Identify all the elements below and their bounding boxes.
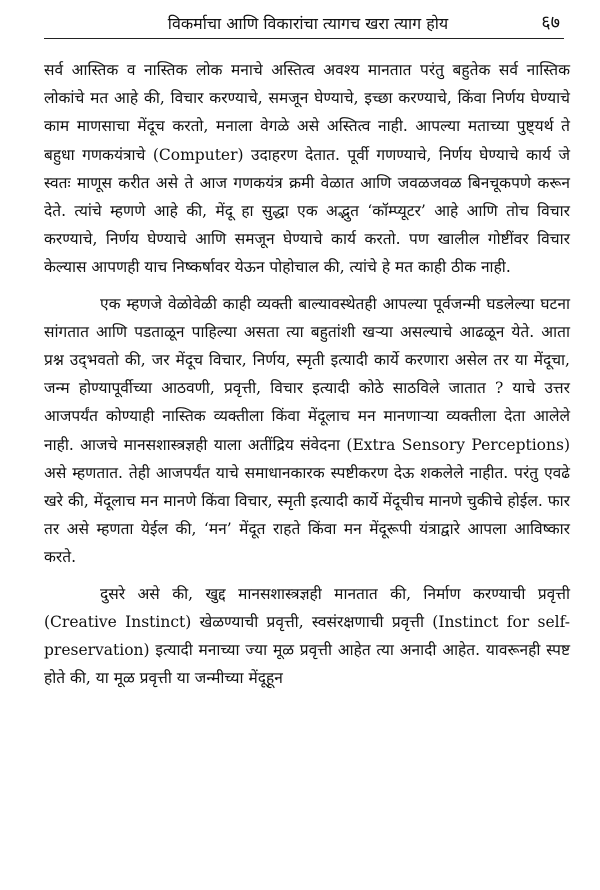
paragraph-3: दुसरे असे की, खुद्द मानसशास्त्रज्ञही मानतात की, निर्माण करण्याची प्रवृत्ती (Creative Instinct) खेळण्याची प्रवृत्ती, स्वसंरक्षणाची प्रवृत्ती (Instinct for self-preservation) इत्यादी मनाच्या ज्या मूळ प्रवृत्ती आहेत त्या अनादी आहेत. यावरूनही स्पष्ट होते की, या मूळ प्रवृत्ती या जन्मीच्या मेंदूहून — [44, 584, 570, 688]
paragraph-1: सर्व आस्तिक व नास्तिक लोक मनाचे अस्तित्व अवश्य मानतात परंतु बहुतेक सर्व नास्तिक लोकांचे मत आहे की, विचार करण्याचे, समजून घेण्याचे, इच्छा करण्याचे, किंवा निर्णय घेण्याचे काम माणसाचा मेंदूच करतो, मनाला वेगळे असे अस्तित्व नाही. आपल्या मताच्या पुष्ट्यर्थ ते बहुधा गणकयंत्राचे (Computer) उदाहरण देतात. पूर्वी गणण्याचे, निर्णय घेण्याचे कार्य जे स्वतः माणूस करीत असे ते आज गणकयंत्र क्रमी वेळात आणि जवळजवळ बिनचूकपणे करून देते. त्यांचे म्हणणे आहे की, मेंदू हा सुद्धा एक अद्भुत ‘कॉम्प्यूटर’ आहे आणि तोच विचार करण्याचे, निर्णय घेण्याचे आणि समजून घेण्याचे कार्य करतो. पण खालील गोष्टींवर विचार केल्यास आपणही याच निष्कर्षावर येऊन पोहोचाल की, त्यांचे हे मत काही ठीक नाही. — [44, 61, 570, 277]
body-text — [44, 56, 570, 700]
page-header — [0, 6, 600, 42]
paragraph-2: एक म्हणजे वेळोवेळी काही व्यक्ती बाल्यावस्थेतही आपल्या पूर्वजन्मी घडलेल्या घटना सांगतात आणि पडताळून पाहिल्या असता त्या बहुतांशी खऱ्या असल्याचे आढळून येते. आता प्रश्न उद्‌भवतो की, जर मेंदूच विचार, निर्णय, स्मृती इत्यादी कार्ये करणारा असेल तर या मेंदूचा, जन्म होण्यापूर्वीच्या आठवणी, प्रवृत्ती, विचार इत्यादी कोठे साठविले जातात ? याचे उत्तर आजपर्यंत कोण्याही नास्तिक व्यक्तीला किंवा मेंदूलाच मन मानणाऱ्या व्यक्तीला देता आलेले नाही. आजचे मानसशास्त्रज्ञही याला अतींद्रिय संवेदना (Extra Sensory Perceptions) असे म्हणतात. तेही आजपर्यंत याचे समाधानकारक स्पष्टीकरण देऊ शकलेले नाहीत. परंतु एवढे खरे की, मेंदूलाच मन मानणे किंवा विचार, स्मृती इत्यादी कार्ये मेंदूचीच मानणे चुकीचे होईल. फार तर असे म्हणता येईल की, ‘मन’ मेंदूत राहते किंवा मन मेंदूरूपी यंत्राद्वारे आपला आविष्कार करते. — [44, 294, 570, 567]
page-number: ६७ — [541, 12, 560, 33]
running-title: विकर्माचा आणि विकारांचा त्यागच खरा त्याग होय — [167, 14, 449, 33]
header-rule — [44, 38, 564, 39]
